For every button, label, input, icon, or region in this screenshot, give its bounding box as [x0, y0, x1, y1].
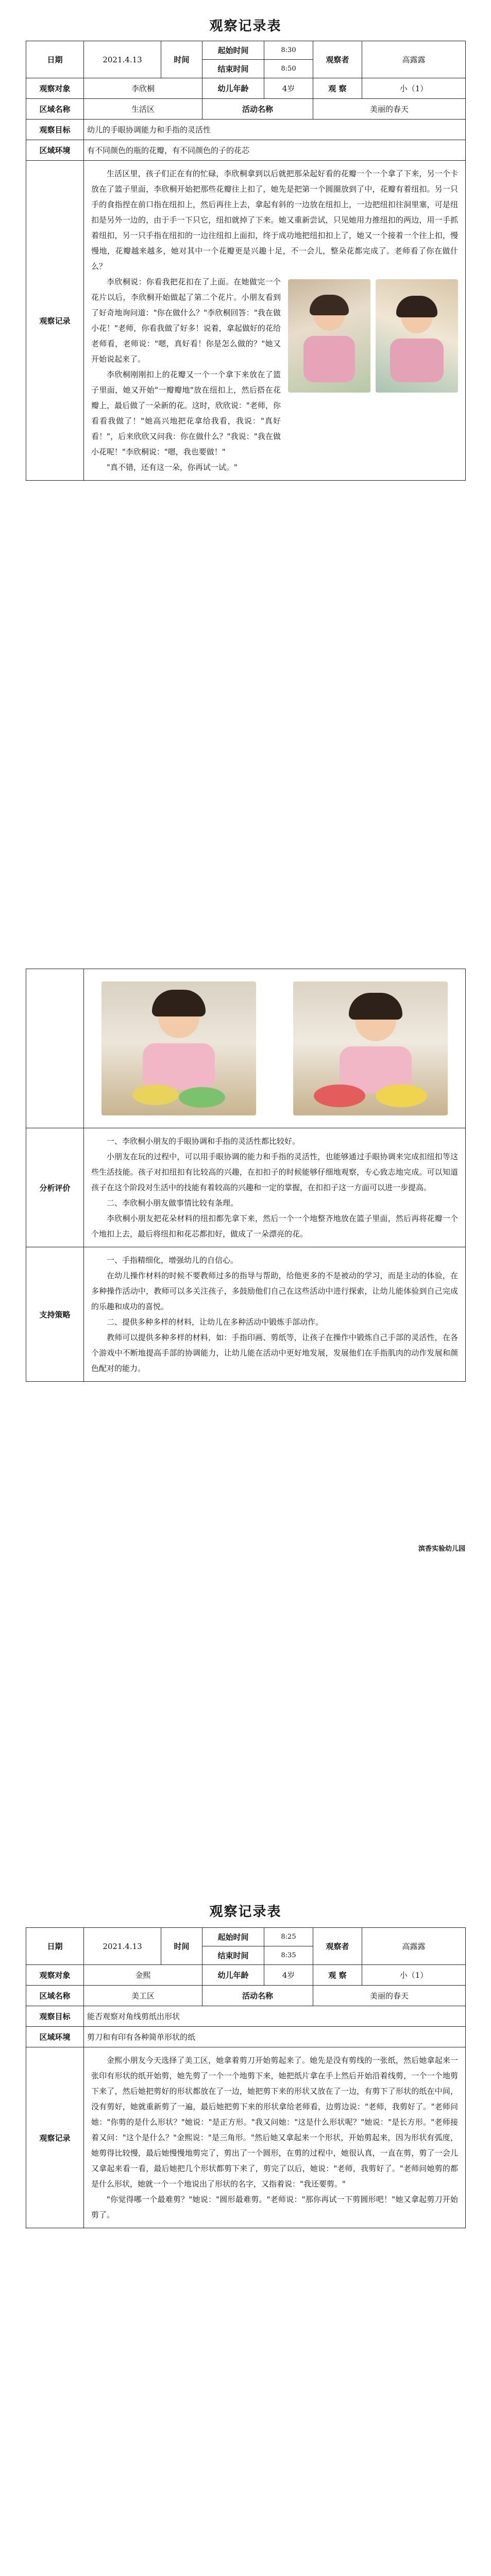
- area-label: 区域名称: [26, 1986, 84, 2006]
- target-value: 李欣桐: [84, 78, 202, 99]
- footer-school: 滨香实验幼儿园: [418, 1545, 465, 1553]
- support-paragraph: 二、提供多种多样的材料，让幼儿在多种活动中锻炼手部动作。: [107, 1317, 324, 1327]
- time-label: 时间: [161, 1928, 202, 1965]
- record-label: 观察记录: [26, 2047, 84, 2228]
- page-3: [0, 1901, 491, 2468]
- target-label: 观察对象: [26, 1965, 84, 1986]
- activity-value: 美丽的春天: [313, 1986, 466, 2006]
- time-label: 时间: [161, 41, 202, 78]
- area-value: 生活区: [84, 99, 202, 120]
- observation-table: [26, 41, 466, 481]
- analysis-table: [26, 969, 466, 1382]
- goal-label: 观察目标: [26, 2006, 84, 2027]
- count-label: 观 察: [313, 1965, 362, 1986]
- child-photo: [376, 279, 458, 393]
- activity-label: 活动名称: [202, 99, 313, 120]
- record-paragraph: 李欣桐说：你看我把花扣在了上面。在她做完一个花片以后，李欣桐开始做起了第二个花片。小朋友看到了好奇地询问道："你在做什么？"李欣桐回答："我在做小花！"老师，你看我做了好多！说着，拿起做好的花给老师看，老师说："嗯，真好看！你是怎么做的？"她又开始说起来了。: [91, 277, 281, 364]
- end-time-value: 8:35: [264, 1946, 313, 1965]
- end-time-label: 结束时间: [202, 60, 264, 78]
- support-paragraph: 在幼儿操作材料的时候不要教师过多的指导与帮助，给他更多的不是被动的学习，而是主动的体验，在多种操作活动中，教师可以多关注孩子，多鼓励他们自己在这些活动中进行探索，让幼儿能体验到自己完成的乐趣和成功的喜悦。: [91, 1271, 458, 1311]
- record-paragraph: 金熙小朋友今天选择了美工区，她拿着剪刀开始剪起来了。她先是没有剪线的一张纸，然后她拿起来一张印有形状的纸开始剪，她先剪了一个一个地剪下来，她把纸片拿在手上然后开始沿着线剪，一个一个地剪下来了，然后她把剪好的形状都放在了一边，她把剪下来的形状又放在了一边，有剪下了形状的纸在中间，没有剪好，她就重新剪了一遍，最后她把剪下来的形状拿给老师看，边剪边说："老师，我剪好了。"老师问她："你剪的是什么形状？"她说："是正方形。"我又问她："这是什么形状呢？"她说："是长方形。"老师接着又问："这个是什么？"金熙说："是三角形。"然后她又拿起来一个形状，开始剪起来，因为形状有弧度，她剪得比较慢，最后她慢慢地剪完了，剪出了一个圆形，在剪的过程中，她很认真，一直在剪，剪了一会儿又拿起来看一看，最后她把几个形状都剪下来了，剪完了以后，她说："老师，我剪好了。"老师问她剪的都是什么形状，她就一个一个地说出了形状的名字，又指着说："我还要剪。": [91, 2056, 458, 2189]
- area-value: 美工区: [84, 1986, 202, 2006]
- record-paragraph: "你觉得哪一个最难剪？"她说："圆形最难剪。"老师说："那你再试一下剪圆形吧！"她又拿起剪刀开始剪了。: [91, 2195, 458, 2219]
- goal-value: 幼儿的手眼协调能力和手指的灵活性: [84, 120, 466, 140]
- child-photo: [101, 981, 256, 1115]
- env-label: 区域环境: [26, 2027, 84, 2047]
- page-2: [0, 969, 491, 1772]
- observation-table-2: [26, 1927, 466, 2228]
- date-value: 2021.4.13: [84, 1928, 161, 1965]
- support-paragraph: 一、手指精细化，增强幼儿的自信心。: [107, 1256, 239, 1265]
- goal-value: 能否观察对角线剪纸出形状: [84, 2006, 466, 2027]
- age-value: 4岁: [264, 78, 313, 99]
- support-paragraph: 教师可以提供多种多样的材料，如：手指印画、剪纸等，让孩子在操作中锻炼自己手部的灵活性，在各个游戏中不断地提高手部的协调能力，让幼儿能在活动中更好地发展，发展他们在手指肌肉的动作发展和颜色配对的能力。: [91, 1333, 458, 1373]
- start-time-label: 起始时间: [202, 41, 264, 60]
- analysis-label: 分析评价: [26, 1128, 84, 1247]
- photo-row: [84, 969, 466, 1128]
- end-time-value: 8:50: [264, 60, 313, 78]
- child-photo: [288, 279, 370, 393]
- analysis-paragraph: 小朋友在玩的过程中，可以用手眼协调的能力和手指的灵活性，也能够通过手眼协调来完成扣纽扣等这些生活技能。孩子对扣纽扣有比较高的兴趣，在扣扣子的时候能够仔细地观察，专心致志地完成。可以知道孩子在这个阶段对生活中的技能有着较高的兴趣和一定的掌握，在扣扣子这一方面可以进一步提高。: [91, 1152, 458, 1192]
- record-paragraph: "真不错，还有这一朵，你再试一试。": [107, 463, 238, 472]
- env-value: 有不同颜色的瓶的花瓣，有不同颜色的子的花芯: [84, 140, 466, 161]
- record-title: 观察记录表: [209, 19, 282, 34]
- observer-label: 观察者: [313, 41, 362, 78]
- activity-label: 活动名称: [202, 1986, 313, 2006]
- date-label: 日期: [26, 1928, 84, 1965]
- env-value: 剪刀和有印有各种简单形状的纸: [84, 2027, 466, 2047]
- analysis-paragraph: 一、李欣桐小朋友的手眼协调和手指的灵活性都比较好。: [107, 1137, 300, 1146]
- count-value: 小（1）: [362, 1965, 466, 1986]
- support-body: [84, 1247, 466, 1382]
- activity-value: 美丽的春天: [313, 99, 466, 120]
- page-1: [0, 0, 491, 773]
- child-photo: [293, 981, 448, 1115]
- record-label: 观察记录: [26, 161, 84, 481]
- start-time-label: 起始时间: [202, 1928, 264, 1946]
- analysis-body: [84, 1128, 466, 1247]
- date-label: 日期: [26, 41, 84, 78]
- env-label: 区域环境: [26, 140, 84, 161]
- count-label: 观 察: [313, 78, 362, 99]
- record-paragraph: 生活区里，孩子们正在有的忙碌，李欣桐拿到以后就把那朵起好看的花瓣一个一个拿了下来，另一个卡放在了篮子里面，李欣桐开始把那些花瓣往上扣了，她先是把第一个圆圈放到了中，花瓣有着纽扣。另一只手的食指捏在前口指在纽扣上，然后再往上去，拿起有斜的一边放在纽扣上，一边把纽扣往洞里塞，可是纽扣是另外一边的，由于手一下只它，纽扣就掉了下来。她又重新尝试，只见她用力推纽扣的两边，用一手抓着纽扣，另一只手指在纽扣的一边往纽扣上面扣，终于成功地把纽扣扣上了，她又一个接着一个往上扣，慢慢地，花瓣越来越多，她对其中一个花瓣更是兴趣十足，不一会儿，整朵花都完成了。老师看了你在做什么？: [91, 169, 458, 271]
- target-label: 观察对象: [26, 78, 84, 99]
- start-time-value: 8:30: [264, 41, 313, 60]
- date-value: 2021.4.13: [84, 41, 161, 78]
- end-time-label: 结束时间: [202, 1946, 264, 1965]
- record-body: [84, 2047, 466, 2228]
- target-value: 金熙: [84, 1965, 202, 1986]
- age-label: 幼儿年龄: [202, 1965, 264, 1986]
- observer-value: 高露露: [362, 41, 466, 78]
- record-title: 观察记录表: [209, 1904, 282, 1920]
- support-label: 支持策略: [26, 1247, 84, 1382]
- start-time-value: 8:25: [264, 1928, 313, 1946]
- age-label: 幼儿年龄: [202, 78, 264, 99]
- age-value: 4岁: [264, 1965, 313, 1986]
- observer-label: 观察者: [313, 1928, 362, 1965]
- record-body: [84, 161, 466, 481]
- analysis-paragraph: 李欣桐小朋友把花朵材料的纽扣都先拿下来，然后一个一个地整齐地放在篮子里面，然后再将花瓣一个个地扣上去，最后将纽扣和花芯都扣好，做成了一朵漂亮的花。: [91, 1214, 458, 1239]
- observer-value: 高露露: [362, 1928, 466, 1965]
- area-label: 区域名称: [26, 99, 84, 120]
- record-paragraph: 李欣桐刚刚扣上的花瓣又一个一个拿下来放在了篮子里面，她又开始"一瓣瓣地"放在纽扣上，然后搭在花瓣上，最后做了一朵新的花。这时，欣欣说："老师，你看看我做了！"她高兴地把花拿给我看，我说："真好看！"，后来欣欣又问我：你在做什么？"我说："我在做小花呢！"李欣桐说："嗯，我也要做！": [91, 370, 281, 456]
- goal-label: 观察目标: [26, 120, 84, 140]
- analysis-paragraph: 二、李欣桐小朋友做事情比较有条理。: [107, 1198, 239, 1208]
- count-value: 小（1）: [362, 78, 466, 99]
